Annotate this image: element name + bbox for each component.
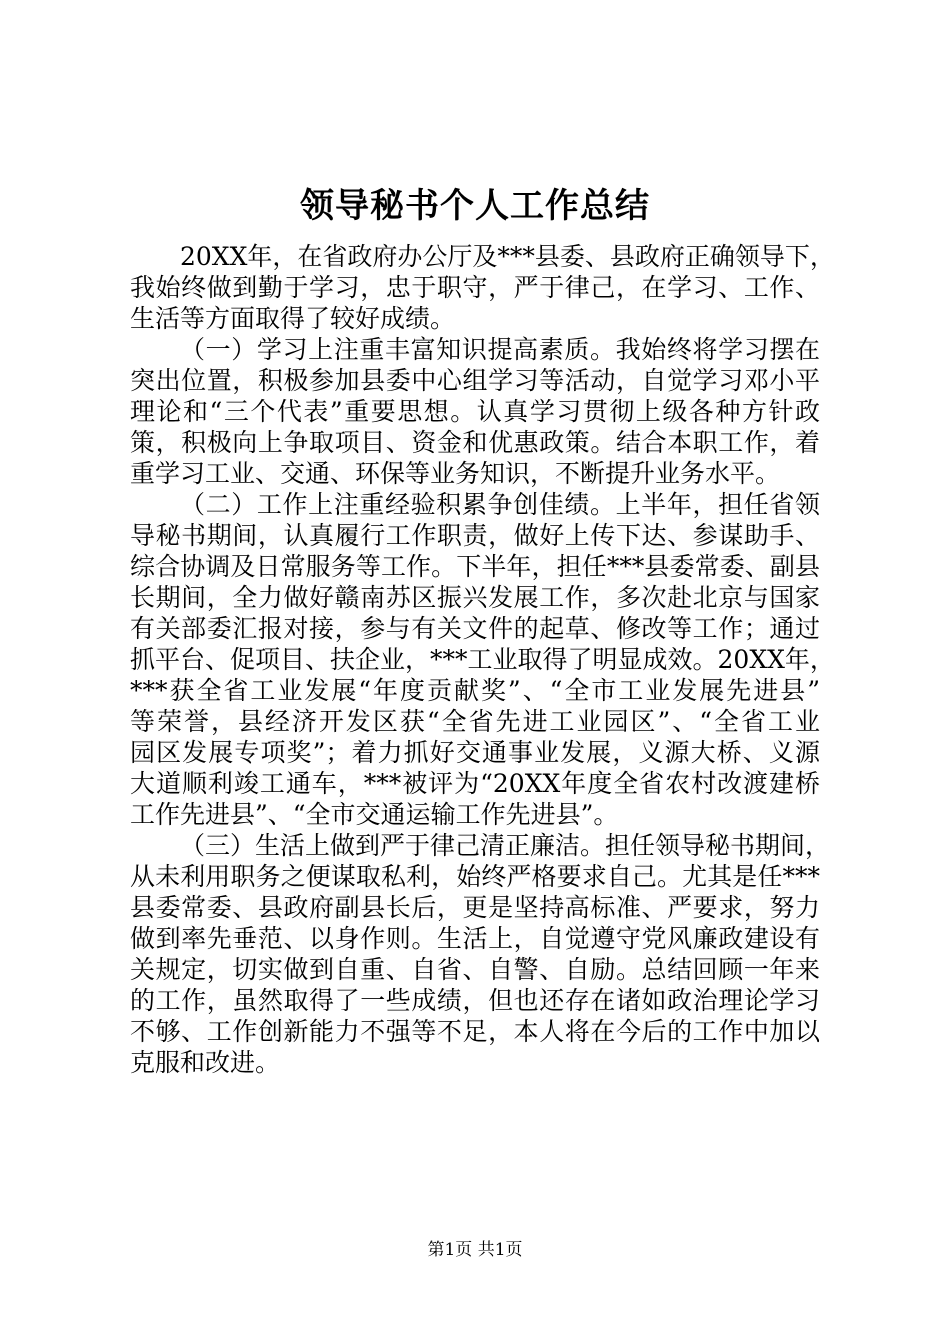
text-line: 做到率先垂范、以身作则。生活上，自觉遵守党风廉政建设有 [130, 924, 820, 953]
page-footer: 第1页 共1页 [427, 1240, 523, 1260]
text-line: 长期间，全力做好赣南苏区振兴发展工作，多次赴北京与国家 [130, 583, 820, 612]
text-line: 策，积极向上争取项目、资金和优惠政策。结合本职工作，着 [130, 428, 820, 457]
text-line: 不够、工作创新能力不强等不足，本人将在今后的工作中加以 [130, 1017, 820, 1046]
text-line: 县委常委、县政府副县长后，更是坚持高标准、严要求，努力 [130, 893, 820, 922]
document-title: 领导秘书个人工作总结 [300, 186, 650, 226]
text-line: 的工作，虽然取得了一些成绩，但也还存在诸如政治理论学习 [130, 986, 820, 1015]
text-line: 理论和“三个代表”重要思想。认真学习贯彻上级各种方针政 [130, 397, 820, 426]
text-line: 关规定，切实做到自重、自省、自警、自励。总结回顾一年来 [130, 955, 820, 984]
text-line: 园区发展专项奖”；着力抓好交通事业发展，义源大桥、义源 [130, 738, 820, 767]
text-line: （二）工作上注重经验积累争创佳绩。上半年，担任省领 [180, 490, 820, 519]
text-line: （三）生活上做到严于律己清正廉洁。担任领导秘书期间， [180, 831, 831, 860]
text-line: 我始终做到勤于学习，忠于职守，严于律己，在学习、工作、 [130, 273, 820, 302]
text-line: 克服和改进。 [130, 1048, 281, 1077]
text-line: 重学习工业、交通、环保等业务知识，不断提升业务水平。 [130, 459, 781, 488]
text-line: 导秘书期间，认真履行工作职责，做好上传下达、参谋助手、 [130, 521, 820, 550]
text-line: ***获全省工业发展“年度贡献奖”、“全市工业发展先进县” [130, 676, 820, 705]
text-line: 有关部委汇报对接，参与有关文件的起草、修改等工作；通过 [130, 614, 820, 643]
text-line: 综合协调及日常服务等工作。下半年，担任***县委常委、副县 [130, 552, 820, 581]
text-line: 突出位置，积极参加县委中心组学习等活动，自觉学习邓小平 [130, 366, 820, 395]
text-line: 工作先进县”、“全市交通运输工作先进县”。 [130, 800, 619, 829]
text-line: 大道顺利竣工通车，***被评为“20XX年度全省农村改渡建桥 [130, 769, 820, 798]
text-line: （一）学习上注重丰富知识提高素质。我始终将学习摆在 [180, 335, 820, 364]
text-line: 抓平台、促项目、扶企业，***工业取得了明显成效。20XX年， [130, 645, 835, 674]
text-line: 20XX年，在省政府办公厅及***县委、县政府正确领导下， [180, 242, 835, 271]
text-line: 生活等方面取得了较好成绩。 [130, 304, 456, 333]
text-line: 从未利用职务之便谋取私利，始终严格要求自己。尤其是任*** [130, 862, 820, 891]
text-line: 等荣誉，县经济开发区获“全省先进工业园区”、“全省工业 [130, 707, 820, 736]
